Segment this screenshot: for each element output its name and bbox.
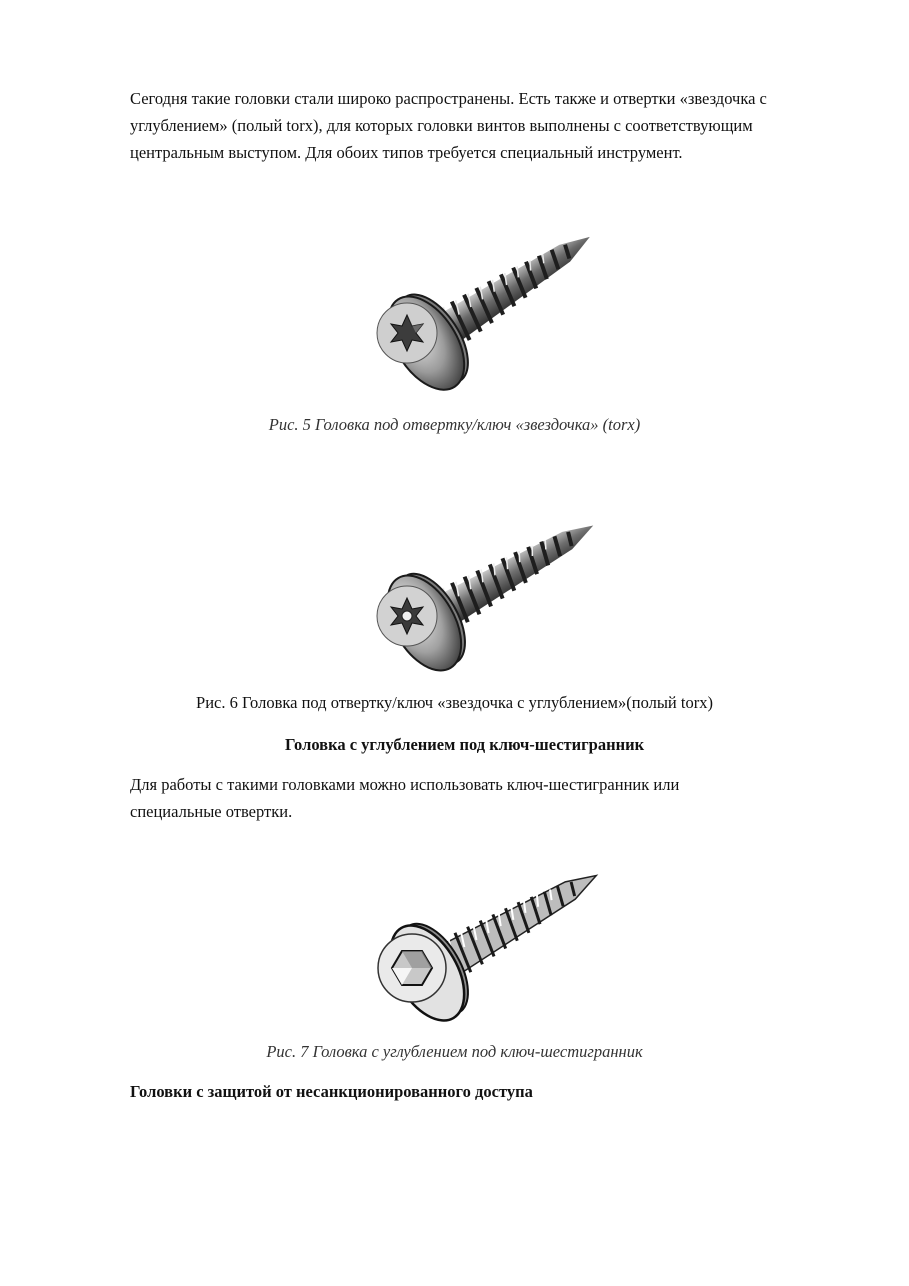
tamper-torx-screw-icon bbox=[365, 500, 615, 675]
hex-paragraph bbox=[130, 771, 850, 825]
paragraph-line: Сегодня такие головки стали широко распространены. Есть также и отвертки «звездочка с bbox=[130, 89, 767, 108]
intro-paragraph bbox=[130, 85, 850, 166]
figure-7-caption: Рис. 7 Головка с углублением под ключ-шестигранник bbox=[266, 1042, 643, 1061]
section-heading-hex: Головка с углублением под ключ-шестигранник bbox=[285, 735, 645, 754]
paragraph-line: Для работы с такими головками можно использовать ключ-шестигранник или bbox=[130, 775, 680, 794]
tamper-torx-screw-figure bbox=[365, 500, 615, 675]
torx-screw-figure bbox=[365, 215, 615, 395]
paragraph-line: углублением» (полый torx), для которых головки винтов выполнены с соответствующим bbox=[130, 116, 753, 135]
hex-socket-screw-figure bbox=[368, 848, 618, 1028]
figure-5-caption: Рис. 5 Головка под отвертку/ключ «звездочка» (torx) bbox=[268, 415, 641, 434]
torx-screw-icon bbox=[365, 215, 615, 395]
paragraph-line: специальные отвертки. bbox=[130, 802, 293, 821]
figure-6-caption: Рис. 6 Головка под отвертку/ключ «звездочка с углублением»(полый torx) bbox=[196, 693, 713, 712]
paragraph-line: центральным выступом. Для обоих типов требуется специальный инструмент. bbox=[130, 143, 683, 162]
hex-socket-screw-icon bbox=[368, 848, 618, 1028]
section-heading-security: Головки с защитой от несанкционированного доступа bbox=[130, 1082, 533, 1101]
